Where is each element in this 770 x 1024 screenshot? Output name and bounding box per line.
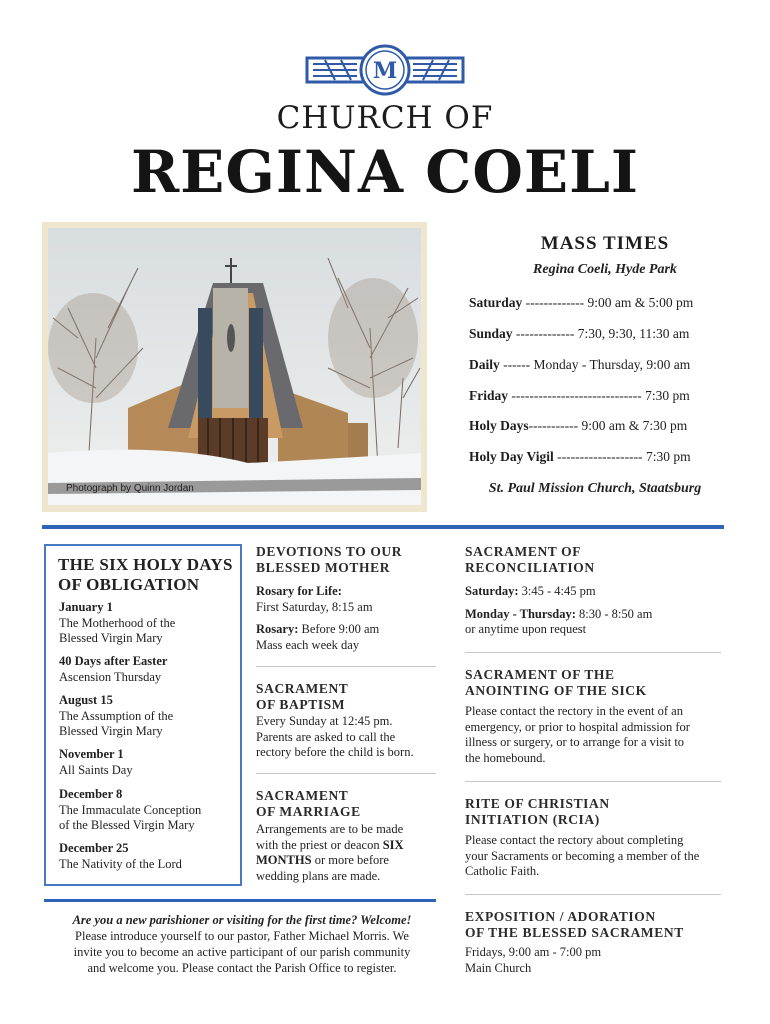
- mass-row-dashes: -------------: [512, 326, 578, 341]
- title-church-of: CHURCH OF: [276, 100, 494, 136]
- divider: [256, 666, 436, 667]
- rcia-line: your Sacraments or becoming a member of the: [465, 848, 700, 863]
- rcia-line: Catholic Faith.: [465, 864, 540, 878]
- anointing-title-line2: ANOINTING OF THE SICK: [465, 683, 647, 698]
- mass-row-time: 9:00 am & 5:00 pm: [587, 295, 694, 310]
- anointing-line: Please contact the rectory in the event of an: [465, 704, 683, 718]
- holy-days-title: [58, 555, 238, 595]
- divider: [465, 781, 721, 782]
- marriage-six: SIX: [382, 837, 404, 852]
- devotions-title-line1: DEVOTIONS TO OUR: [256, 544, 403, 559]
- mass-times-subtitle: Regina Coeli, Hyde Park: [533, 262, 677, 277]
- marriage-title-line1: SACRAMENT: [256, 788, 349, 803]
- holy-day-name: All Saints Day: [59, 762, 133, 777]
- section-divider: [42, 525, 724, 529]
- anointing-line: illness or surgery, or to arrange for a visit to: [465, 735, 685, 749]
- baptism-title-line1: SACRAMENT: [256, 681, 349, 696]
- rcia-text: [465, 833, 725, 880]
- title-regina-coeli: REGINA COELI: [130, 138, 640, 206]
- marriage-months: MONTHS: [256, 853, 312, 867]
- anointing-line: the homebound.: [465, 750, 546, 765]
- rcia-line: Please contact the rectory about completing: [465, 833, 684, 847]
- mass-row-dashes: ------: [499, 357, 534, 372]
- mass-row-friday: [469, 388, 690, 404]
- welcome-line: invite you to become an active participant of our parish community: [73, 945, 411, 959]
- rosary-label: Rosary:: [256, 622, 299, 636]
- holy-day-entry: [59, 600, 239, 647]
- mass-row-holy-days: [469, 418, 687, 434]
- reconciliation-mon-label: Monday - Thursday:: [465, 606, 576, 621]
- holy-day-name: The Motherhood of the: [59, 615, 176, 630]
- church-photo: [42, 222, 427, 512]
- mass-row-time: 9:00 am & 7:30 pm: [581, 418, 688, 433]
- divider: [465, 652, 721, 653]
- welcome-line: and welcome you. Please contact the Parish Office to register.: [87, 961, 397, 975]
- mass-row-label: Holy Day Vigil: [469, 449, 554, 464]
- holy-days-title-line1: THE SIX HOLY DAYS: [58, 555, 233, 574]
- holy-day-name: Blessed Virgin Mary: [59, 631, 163, 645]
- reconciliation-sat-time: 3:45 - 4:45 pm: [518, 584, 596, 598]
- mass-row-daily: [469, 357, 690, 373]
- marriage-title: [256, 788, 361, 820]
- baptism-line: Parents are asked to call the: [256, 729, 396, 744]
- reconciliation-title-line2: RECONCILIATION: [465, 560, 595, 575]
- devotions-title-line2: BLESSED MOTHER: [256, 560, 391, 575]
- rcia-title-line2: INITIATION (RCIA): [465, 812, 600, 827]
- photo-credit: Photograph by Quinn Jordan: [66, 483, 194, 494]
- mass-row-saturday: [469, 295, 693, 311]
- baptism-title-line2: OF BAPTISM: [256, 697, 346, 712]
- anointing-text: [465, 704, 725, 766]
- mass-row-time: 7:30 pm: [645, 449, 691, 464]
- anointing-line: emergency, or prior to hospital admission for: [465, 719, 690, 734]
- exposition-title-line1: EXPOSITION / ADORATION: [465, 909, 656, 924]
- marriage-title-line2: OF MARRIAGE: [256, 804, 361, 819]
- devotions-title: [256, 544, 402, 576]
- holy-day-date: November 1: [59, 747, 124, 761]
- baptism-line: Every Sunday at 12:45 pm.: [256, 714, 393, 728]
- mass-row-label: Holy Days: [469, 418, 529, 433]
- mission-church: St. Paul Mission Church, Staatsburg: [488, 481, 702, 496]
- baptism-text: [256, 714, 441, 761]
- rosary-time: Before 9:00 am: [298, 622, 380, 636]
- holy-day-name: The Immaculate Conception: [59, 802, 202, 817]
- holy-day-date: December 25: [59, 841, 129, 855]
- mass-row-label: Saturday: [469, 295, 523, 310]
- reconciliation-text: [465, 584, 725, 638]
- mass-row-label: Daily: [469, 357, 500, 372]
- mass-times-title: MASS TIMES: [540, 233, 670, 254]
- mass-row-dashes: -----------------------------: [508, 388, 646, 403]
- mass-row-label: Sunday: [469, 326, 513, 341]
- welcome-divider: [44, 899, 436, 902]
- reconciliation-sat-label: Saturday:: [465, 584, 519, 598]
- holy-day-entry: [59, 654, 239, 685]
- holy-day-name: The Assumption of the: [59, 708, 174, 723]
- holy-day-date: August 15: [59, 693, 113, 707]
- divider: [465, 894, 721, 895]
- rosary-note: Mass each week day: [256, 637, 360, 652]
- welcome-message: [48, 912, 436, 976]
- mass-row-time: 7:30 pm: [645, 388, 690, 403]
- exposition-line: Main Church: [465, 960, 532, 975]
- mass-row-time: 7:30, 9:30, 11:30 am: [577, 326, 690, 341]
- holy-day-name: The Nativity of the Lord: [59, 856, 182, 871]
- mass-row-holy-day-vigil: [469, 449, 691, 465]
- exposition-title-line2: OF THE BLESSED SACRAMENT: [465, 925, 684, 940]
- divider: [256, 773, 436, 774]
- anointing-title: [465, 667, 647, 699]
- rosary-for-life-time: First Saturday, 8:15 am: [256, 599, 373, 614]
- holy-days-title-line2: OF OBLIGATION: [58, 575, 200, 594]
- reconciliation-title-line1: SACRAMENT OF: [465, 544, 582, 559]
- mass-row-label: Friday: [469, 388, 508, 403]
- holy-day-date: December 8: [59, 787, 123, 801]
- holy-day-date: January 1: [59, 600, 113, 614]
- baptism-title: [256, 681, 348, 713]
- welcome-line: Please introduce yourself to our pastor, Father Michael Morris. We: [75, 929, 409, 943]
- marriage-line: wedding plans are made.: [256, 868, 381, 883]
- exposition-line: Fridays, 9:00 am - 7:00 pm: [465, 945, 602, 959]
- reconciliation-title: [465, 544, 595, 576]
- reconciliation-mon-time: 8:30 - 8:50 am: [575, 606, 653, 621]
- marriage-text: [256, 822, 441, 884]
- logo-letter: M: [372, 58, 398, 84]
- mass-row-sunday: [469, 326, 689, 342]
- holy-day-name: Ascension Thursday: [59, 669, 162, 684]
- reconciliation-extra: or anytime upon request: [465, 622, 587, 636]
- mass-row-dashes: -------------------: [553, 449, 646, 464]
- devotions-text: [256, 584, 441, 653]
- rcia-title: [465, 796, 610, 828]
- mass-row-dashes: -------------: [522, 295, 588, 310]
- welcome-question: Are you a new parishioner or visiting for the first time? Welcome!: [72, 913, 412, 927]
- mass-row-time: Monday - Thursday, 9:00 am: [533, 357, 691, 372]
- marriage-line: with the priest or deacon: [256, 837, 383, 852]
- holy-day-entry: [59, 747, 239, 778]
- holy-day-entry: [59, 841, 239, 872]
- baptism-line: rectory before the child is born.: [256, 745, 414, 759]
- church-logo: [305, 44, 465, 96]
- exposition-title: [465, 909, 684, 941]
- holy-day-entry: [59, 693, 239, 740]
- holy-day-date: 40 Days after Easter: [59, 654, 168, 668]
- holy-day-entry: [59, 787, 239, 834]
- holy-day-name: of the Blessed Virgin Mary: [59, 818, 195, 832]
- anointing-title-line1: SACRAMENT OF THE: [465, 667, 615, 682]
- rcia-title-line1: RITE OF CHRISTIAN: [465, 796, 610, 811]
- marriage-line: or more before: [311, 853, 389, 867]
- mass-row-dashes: -----------: [528, 418, 582, 433]
- rosary-for-life-label: Rosary for Life:: [256, 584, 342, 598]
- exposition-text: [465, 945, 725, 976]
- marriage-line: Arrangements are to be made: [256, 822, 404, 836]
- holy-day-name: Blessed Virgin Mary: [59, 724, 163, 738]
